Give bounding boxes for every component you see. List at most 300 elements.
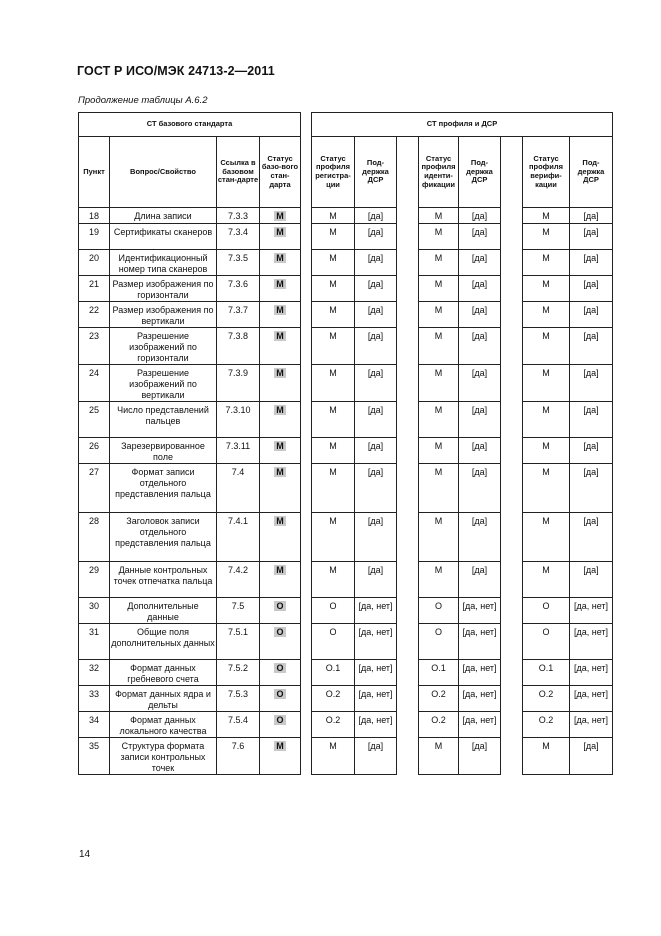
question-text: Число представлений пальцев: [117, 404, 209, 426]
table-row: [79, 276, 613, 302]
reference-cell: [217, 737, 260, 774]
question-cell: [110, 512, 217, 561]
registration-support-cell: [355, 512, 397, 561]
item-number-cell: [79, 711, 110, 737]
column-gap: [301, 401, 312, 437]
identification-support-cell: [459, 512, 501, 561]
base-status-cell: [260, 328, 301, 365]
verification-support-text: [да]: [583, 515, 599, 526]
question-cell: [110, 276, 217, 302]
identification-status-header: Статус профиля иденти-фикации: [419, 137, 459, 208]
verification-status-cell: [523, 364, 570, 401]
question-text: Дополнительные данные: [127, 600, 199, 622]
reference-cell: [217, 512, 260, 561]
registration-support-cell: [355, 623, 397, 659]
verification-support-cell: [570, 659, 613, 685]
item-number-cell: [79, 208, 110, 224]
reference-text: 7.6: [231, 740, 245, 751]
verification-status-cell: [523, 328, 570, 365]
question-cell: [110, 685, 217, 711]
identification-status-text: M: [434, 564, 443, 575]
column-gap: [397, 276, 419, 302]
table-row: [79, 437, 613, 463]
profile-group-header: СТ профиля и ДСР: [312, 113, 613, 137]
verification-support-cell: [570, 463, 613, 512]
column-gap: [501, 328, 523, 365]
verification-status-text: O.2: [538, 688, 554, 699]
identification-status-text: O: [434, 600, 442, 611]
question-cell: [110, 401, 217, 437]
item-number-text: 20: [88, 253, 99, 263]
verification-status-text: M: [542, 564, 550, 575]
item-number-text: 34: [88, 714, 99, 725]
base-status-cell: [260, 437, 301, 463]
column-gap: [501, 364, 523, 401]
base-status-cell: [260, 623, 301, 659]
identification-status-cell: [419, 364, 459, 401]
item-number-cell: [79, 623, 110, 659]
reference-cell: [217, 597, 260, 623]
column-gap: [397, 137, 419, 208]
registration-support-cell: [355, 224, 397, 250]
question-cell: [110, 623, 217, 659]
base-status-cell: [260, 512, 301, 561]
identification-support-text: [да]: [471, 515, 488, 526]
column-gap: [301, 512, 312, 561]
registration-support-cell: [355, 685, 397, 711]
registration-status-text: O.1: [325, 662, 341, 673]
verification-status-cell: [523, 302, 570, 328]
item-number-text: 33: [88, 688, 99, 699]
item-number-cell: [79, 401, 110, 437]
verification-support-cell: [570, 597, 613, 623]
identification-support-text: [да]: [471, 466, 488, 477]
verification-support-cell: [570, 561, 613, 597]
identification-support-text: [да]: [471, 440, 488, 451]
base-status-mark: M: [276, 404, 284, 415]
base-status-cell: [260, 711, 301, 737]
identification-support-cell: [459, 737, 501, 774]
verification-support-cell: [570, 737, 613, 774]
verification-support-cell: [570, 623, 613, 659]
document-title: ГОСТ Р ИСО/МЭК 24713-2—2011: [77, 64, 275, 78]
item-number-cell: [79, 685, 110, 711]
reference-text: 7.3.11: [225, 440, 251, 451]
registration-support-text: [да, нет]: [358, 626, 393, 637]
column-gap: [397, 737, 419, 774]
registration-status-cell: [312, 401, 355, 437]
registration-status-cell: [312, 437, 355, 463]
table-row: [79, 737, 613, 774]
identification-status-cell: [419, 737, 459, 774]
question-text: Сертификаты сканеров: [113, 227, 213, 237]
item-number-text: 27: [88, 466, 99, 477]
question-text: Структура формата записи контрольных точек: [120, 740, 206, 773]
reference-text: 7.5.4: [227, 714, 249, 725]
item-number-text: 21: [88, 279, 99, 289]
base-status-cell: [260, 597, 301, 623]
table-row: [79, 659, 613, 685]
registration-status-cell: [312, 208, 355, 224]
question-text: Формат данных ядра и дельты: [115, 688, 211, 710]
reference-cell: [217, 561, 260, 597]
column-gap: [501, 137, 523, 208]
column-gap: [397, 437, 419, 463]
identification-support-cell: [459, 276, 501, 302]
reference-text: 7.3.7: [227, 305, 249, 315]
identification-support-text: [да]: [471, 211, 488, 221]
identification-support-text: [да]: [471, 279, 488, 289]
verification-support-text: [да]: [583, 404, 599, 415]
reference-cell: [217, 364, 260, 401]
registration-support-text: [да, нет]: [358, 600, 393, 611]
item-number-text: 29: [88, 564, 99, 575]
verification-support-cell: [570, 276, 613, 302]
question-cell: [110, 250, 217, 276]
registration-status-cell: [312, 685, 355, 711]
identification-support-text: [да]: [471, 253, 488, 263]
item-number-text: 31: [88, 626, 99, 637]
verification-support-cell: [570, 512, 613, 561]
base-status-mark: O: [276, 714, 284, 725]
column-gap: [397, 463, 419, 512]
base-status-cell: [260, 276, 301, 302]
identification-support-cell: [459, 328, 501, 365]
registration-status-cell: [312, 276, 355, 302]
column-gap: [501, 250, 523, 276]
question-cell: [110, 561, 217, 597]
column-gap: [301, 561, 312, 597]
registration-status-text: O.2: [325, 688, 341, 699]
identification-status-text: M: [434, 440, 443, 451]
verification-status-cell: [523, 401, 570, 437]
identification-support-text: [да, нет]: [462, 626, 497, 637]
reference-text: 7.5.2: [227, 662, 249, 673]
question-text: Идентификационный номер типа сканеров: [118, 253, 208, 274]
question-cell: [110, 463, 217, 512]
base-status-cell: [260, 401, 301, 437]
identification-status-cell: [419, 561, 459, 597]
base-status-mark: M: [276, 227, 284, 237]
column-gap: [501, 659, 523, 685]
identification-support-text: [да]: [471, 305, 488, 315]
identification-status-text: O.1: [431, 662, 446, 673]
item-number-cell: [79, 364, 110, 401]
registration-status-cell: [312, 512, 355, 561]
identification-status-text: M: [434, 305, 443, 315]
identification-status-cell: [419, 437, 459, 463]
column-gap: [501, 561, 523, 597]
identification-status-text: M: [434, 331, 443, 341]
verification-status-text: M: [542, 227, 550, 237]
column-gap: [397, 659, 419, 685]
verification-support-cell: [570, 250, 613, 276]
registration-status-cell: [312, 623, 355, 659]
reference-cell: [217, 276, 260, 302]
registration-status-text: O: [329, 626, 337, 637]
registration-support-cell: [355, 328, 397, 365]
base-status-mark: O: [276, 626, 284, 637]
verification-support-text: [да]: [583, 305, 599, 315]
registration-support-cell: [355, 364, 397, 401]
base-status-cell: [260, 561, 301, 597]
table-row: [79, 597, 613, 623]
registration-status-text: M: [329, 367, 337, 378]
item-number-text: 25: [88, 404, 99, 415]
verification-support-cell: [570, 685, 613, 711]
table-row: [79, 463, 613, 512]
verification-support-cell: [570, 437, 613, 463]
verification-support-cell: [570, 302, 613, 328]
identification-status-text: M: [434, 279, 443, 289]
column-gap: [301, 276, 312, 302]
identification-support-cell: [459, 711, 501, 737]
identification-support-cell: [459, 302, 501, 328]
item-number-cell: [79, 659, 110, 685]
registration-support-cell: [355, 737, 397, 774]
identification-status-cell: [419, 250, 459, 276]
column-gap: [501, 512, 523, 561]
registration-status-text: M: [329, 331, 337, 341]
registration-status-cell: [312, 302, 355, 328]
registration-support-text: [да]: [367, 211, 384, 221]
identification-support-text: [да, нет]: [462, 600, 497, 611]
question-text: Формат данных локального качества: [119, 714, 207, 736]
base-status-cell: [260, 463, 301, 512]
item-number-text: 26: [88, 440, 99, 451]
column-gap: [501, 685, 523, 711]
verification-support-text: [да, нет]: [573, 662, 609, 673]
registration-status-cell: [312, 561, 355, 597]
registration-support-text: [да]: [367, 564, 384, 575]
verification-support-text: [да]: [583, 740, 599, 751]
column-gap: [301, 224, 312, 250]
verification-support-cell: [570, 364, 613, 401]
column-gap: [301, 711, 312, 737]
column-gap: [301, 208, 312, 224]
verification-support-text: [да]: [583, 279, 599, 289]
question-text: Разрешение изображений по вертикали: [129, 367, 197, 400]
item-number-cell: [79, 561, 110, 597]
column-gap: [501, 224, 523, 250]
column-gap: [397, 302, 419, 328]
base-status-mark: M: [276, 515, 284, 526]
identification-support-cell: [459, 463, 501, 512]
registration-support-text: [да]: [367, 466, 384, 477]
verification-support-text: [да, нет]: [573, 600, 609, 611]
column-gap: [397, 364, 419, 401]
table-row: [79, 561, 613, 597]
question-cell: [110, 208, 217, 224]
verification-support-text: [да]: [583, 440, 599, 451]
reference-text: 7.5: [231, 600, 245, 611]
question-text: Формат записи отдельного представления пальца: [115, 466, 211, 499]
verification-status-text: M: [542, 367, 550, 378]
registration-status-text: M: [329, 515, 337, 526]
registration-support-cell: [355, 437, 397, 463]
item-number-text: 19: [88, 227, 99, 237]
registration-status-text: O.2: [325, 714, 341, 725]
reference-text: 7.3.5: [227, 253, 249, 263]
identification-status-cell: [419, 276, 459, 302]
registration-support-text: [да]: [367, 404, 384, 415]
registration-status-cell: [312, 463, 355, 512]
column-gap: [301, 659, 312, 685]
identification-status-cell: [419, 224, 459, 250]
identification-status-cell: [419, 302, 459, 328]
table-row: [79, 302, 613, 328]
identification-support-header: Под-держка ДСР: [459, 137, 501, 208]
identification-support-text: [да]: [471, 227, 488, 237]
identification-status-text: M: [434, 404, 443, 415]
item-number-cell: [79, 302, 110, 328]
base-status-cell: [260, 302, 301, 328]
verification-status-cell: [523, 512, 570, 561]
reference-text: 7.3.9: [227, 367, 249, 378]
identification-status-cell: [419, 597, 459, 623]
item-number-cell: [79, 328, 110, 365]
reference-cell: [217, 711, 260, 737]
registration-support-header: Под-держка ДСР: [355, 137, 397, 208]
question-text: Длина записи: [134, 211, 192, 221]
column-gap: [397, 328, 419, 365]
question-cell: [110, 302, 217, 328]
verification-support-text: [да]: [583, 466, 599, 477]
verification-status-cell: [523, 224, 570, 250]
registration-status-cell: [312, 328, 355, 365]
registration-support-text: [да]: [367, 331, 384, 341]
column-gap: [501, 597, 523, 623]
question-text: Размер изображения по вертикали: [112, 305, 214, 326]
base-status-mark: M: [276, 305, 284, 315]
verification-status-cell: [523, 711, 570, 737]
verification-status-text: M: [542, 211, 550, 221]
verification-status-text: O.1: [538, 662, 554, 673]
identification-status-text: M: [434, 227, 443, 237]
column-gap: [301, 302, 312, 328]
registration-status-text: M: [329, 466, 337, 477]
column-gap: [501, 302, 523, 328]
question-cell: [110, 737, 217, 774]
verification-status-text: M: [542, 740, 550, 751]
column-gap: [397, 401, 419, 437]
registration-support-text: [да]: [367, 440, 384, 451]
registration-support-text: [да]: [367, 740, 384, 751]
verification-support-cell: [570, 328, 613, 365]
identification-status-cell: [419, 623, 459, 659]
column-gap: [397, 250, 419, 276]
item-header: Пункт: [79, 137, 110, 208]
question-header: Вопрос/Свойство: [110, 137, 217, 208]
column-gap: [301, 250, 312, 276]
identification-status-text: O: [434, 626, 442, 637]
question-text: Заголовок записи отдельного представления пальца: [115, 515, 211, 548]
registration-status-cell: [312, 250, 355, 276]
reference-cell: [217, 208, 260, 224]
registration-status-cell: [312, 711, 355, 737]
column-gap: [397, 224, 419, 250]
base-status-cell: [260, 224, 301, 250]
identification-status-cell: [419, 328, 459, 365]
registration-support-text: [да]: [367, 227, 384, 237]
identification-status-cell: [419, 401, 459, 437]
column-gap: [501, 623, 523, 659]
identification-status-text: M: [434, 740, 443, 751]
item-number-text: 28: [88, 515, 99, 526]
registration-status-cell: [312, 659, 355, 685]
table-row: [79, 623, 613, 659]
registration-status-text: M: [329, 305, 337, 315]
column-gap: [397, 711, 419, 737]
base-status-mark: O: [276, 662, 284, 673]
registration-status-text: M: [329, 279, 337, 289]
verification-status-text: M: [542, 515, 550, 526]
item-number-cell: [79, 250, 110, 276]
verification-status-text: M: [542, 466, 550, 477]
identification-status-cell: [419, 208, 459, 224]
identification-support-text: [да, нет]: [462, 662, 497, 673]
verification-status-text: O.2: [538, 714, 554, 725]
identification-support-cell: [459, 208, 501, 224]
registration-support-cell: [355, 711, 397, 737]
registration-support-text: [да, нет]: [358, 688, 393, 699]
base-status-mark: M: [276, 279, 284, 289]
item-number-cell: [79, 276, 110, 302]
column-gap: [301, 623, 312, 659]
reference-text: 7.4.2: [227, 564, 249, 575]
item-number-text: 24: [88, 367, 99, 378]
question-text: Размер изображения по горизонтали: [112, 279, 214, 300]
verification-status-cell: [523, 597, 570, 623]
reference-text: 7.3.3: [227, 211, 249, 221]
column-gap: [501, 276, 523, 302]
identification-support-cell: [459, 561, 501, 597]
verification-status-text: O: [542, 626, 550, 637]
column-gap: [301, 597, 312, 623]
column-gap: [397, 597, 419, 623]
table-body: [79, 208, 613, 775]
verification-status-text: M: [542, 331, 550, 341]
identification-support-cell: [459, 250, 501, 276]
reference-text: 7.3.10: [225, 404, 251, 415]
verification-status-cell: [523, 623, 570, 659]
identification-support-text: [да]: [471, 331, 488, 341]
identification-status-cell: [419, 685, 459, 711]
verification-status-cell: [523, 685, 570, 711]
question-cell: [110, 364, 217, 401]
column-gap: [301, 737, 312, 774]
registration-status-cell: [312, 737, 355, 774]
base-status-cell: [260, 250, 301, 276]
identification-support-text: [да, нет]: [462, 688, 497, 699]
verification-support-text: [да]: [583, 211, 599, 221]
column-gap: [501, 711, 523, 737]
column-gap: [501, 463, 523, 512]
verification-support-cell: [570, 401, 613, 437]
verification-support-cell: [570, 224, 613, 250]
reference-cell: [217, 302, 260, 328]
base-status-cell: [260, 685, 301, 711]
question-cell: [110, 597, 217, 623]
verification-status-text: M: [542, 404, 550, 415]
base-status-mark: M: [276, 253, 284, 263]
verification-support-cell: [570, 711, 613, 737]
question-cell: [110, 328, 217, 365]
identification-support-cell: [459, 437, 501, 463]
registration-status-text: M: [329, 211, 337, 221]
reference-cell: [217, 224, 260, 250]
registration-support-text: [да, нет]: [358, 662, 393, 673]
